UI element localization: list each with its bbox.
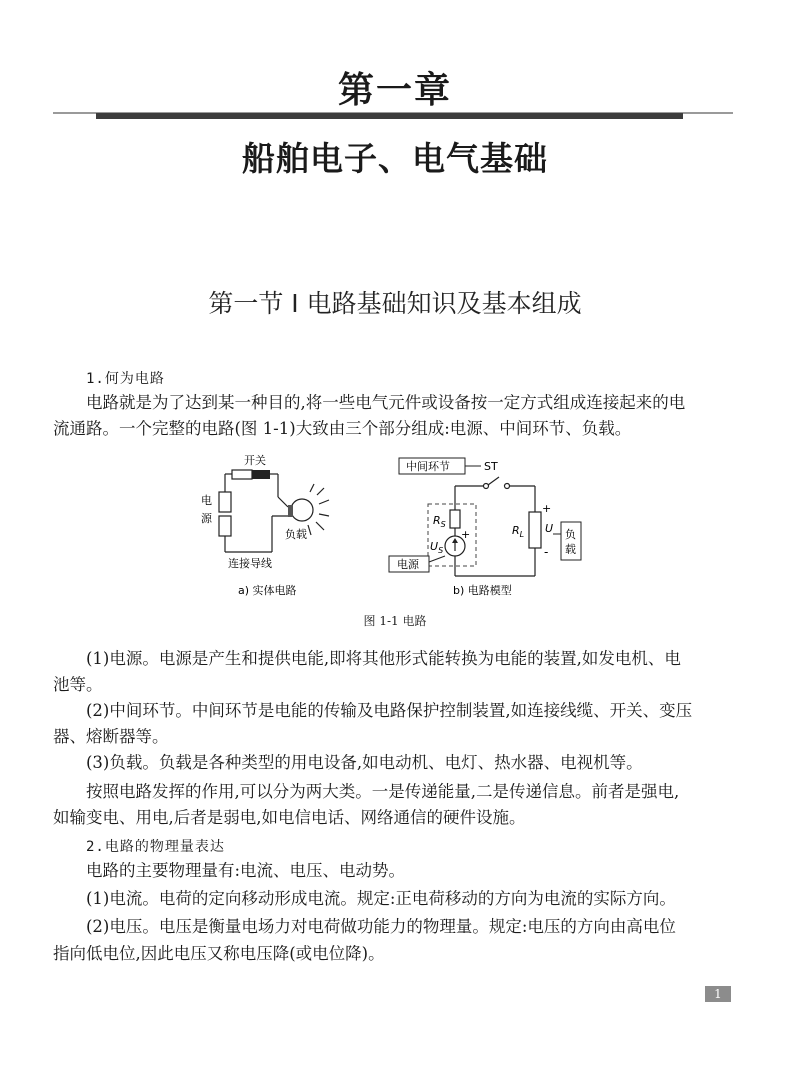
paragraph-line: (1)电流。电荷的定向移动形成电流。规定:正电荷移动的方向为电流的实际方向。 (86, 889, 676, 908)
load-label: 载 (565, 543, 576, 556)
source-label: 电 (201, 494, 212, 507)
source-label: 源 (201, 512, 212, 525)
figure-physical-circuit (190, 452, 350, 602)
svg-text:+: + (461, 528, 471, 541)
us-label: $U_S$ (430, 540, 444, 555)
subcaption-a: a) 实体电路 (238, 584, 297, 597)
page-number: 1 (705, 986, 731, 1002)
paragraph-line: (2)中间环节。中间环节是电能的传输及电路保护控制装置,如连接线缆、开关、变压 (86, 701, 693, 720)
load-label: 负载 (285, 528, 307, 541)
source-label: 电源 (397, 558, 419, 571)
battery-cell (219, 492, 231, 512)
section-title: 第一节 I 电路基础知识及基本组成 (208, 289, 582, 318)
heading-what-is-circuit: 1.何为电路 (86, 371, 165, 387)
paragraph-line: 电路就是为了达到某一种目的,将一些电气元件或设备按一定方式组成连接起来的电 (86, 393, 686, 412)
switch-label: 开关 (244, 454, 266, 467)
paragraph-line: (1)电源。电源是产生和提供电能,即将其他形式能转换为电能的装置,如发电机、电 (86, 649, 681, 668)
bulb-icon (291, 499, 313, 521)
figure-caption: 图 1-1 电路 (363, 614, 427, 628)
rs-resistor (450, 510, 460, 528)
u-label: U (545, 522, 554, 535)
switch-symbol (252, 470, 270, 479)
paragraph-line: (3)负载。负载是各种类型的用电设备,如电动机、电灯、热水器、电视机等。 (86, 753, 643, 772)
battery-cell (219, 516, 231, 536)
paragraph-line: (2)电压。电压是衡量电场力对电荷做功能力的物理量。规定:电压的方向由高电位 (86, 917, 676, 936)
chapter-number: 第一章 (337, 69, 452, 111)
paragraph-line: 电路的主要物理量有:电流、电压、电动势。 (86, 861, 406, 880)
heading-physical-quantities: 2.电路的物理量表达 (86, 839, 225, 855)
paragraph-line: 器、熔断器等。 (53, 727, 169, 746)
rl-label: $R_L$ (512, 524, 525, 539)
st-label: ST (484, 460, 498, 473)
paragraph-line: 池等。 (53, 675, 103, 694)
middle-label: 中间环节 (406, 460, 450, 473)
paragraph-line: 指向低电位,因此电压又称电压降(或电位降)。 (53, 944, 385, 963)
paragraph-line: 按照电路发挥的作用,可以分为两大类。一是传递能量,二是传递信息。前者是强电, (86, 782, 680, 801)
figure-circuit-model (385, 452, 605, 602)
subcaption-b: b) 电路模型 (453, 584, 512, 597)
paragraph-line: 如输变电、用电,后者是弱电,如电信电话、网络通信的硬件设施。 (53, 808, 526, 827)
rl-resistor (529, 512, 541, 548)
svg-text:-: - (544, 545, 549, 559)
svg-text:+: + (542, 502, 552, 515)
load-label: 负 (565, 528, 576, 541)
paragraph-line: 流通路。一个完整的电路(图 1-1)大致由三个部分组成:电源、中间环节、负载。 (53, 419, 632, 438)
header-rule-thick (96, 113, 683, 119)
chapter-title: 船舶电子、电气基础 (242, 139, 548, 178)
rs-label: $R_S$ (433, 514, 446, 529)
wire-label: 连接导线 (228, 557, 272, 570)
